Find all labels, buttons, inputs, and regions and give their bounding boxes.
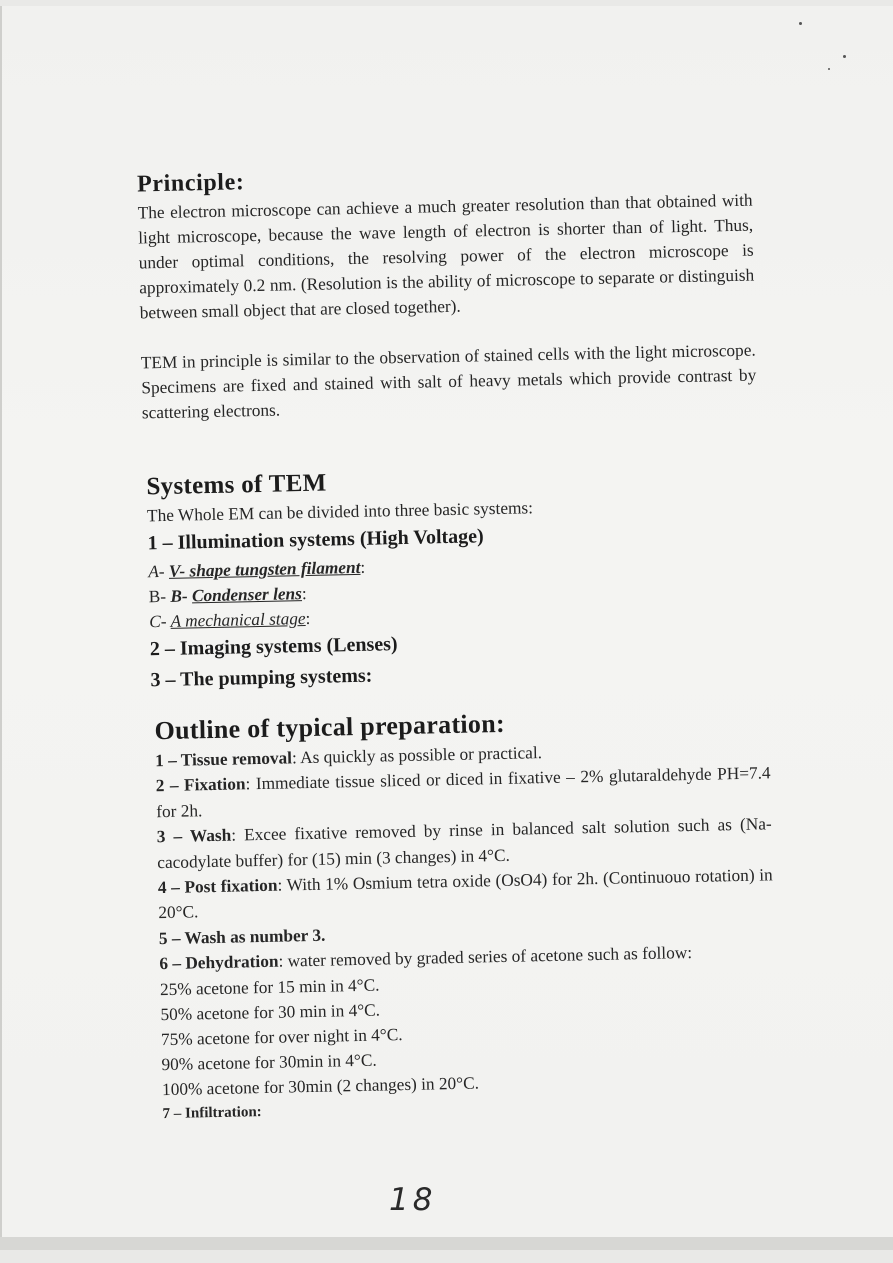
system-3-pumping: 3 – The pumping systems: xyxy=(150,664,373,692)
step-4-text: : With 1% Osmium tetra oxide (OsO4) for 2h. (Continuouo rotation) in 20°C. xyxy=(158,865,773,923)
systems-heading: Systems of TEM xyxy=(146,469,327,501)
step-7-infiltration: 7 – Infiltration: xyxy=(162,1103,262,1122)
acetone-step: 75% acetone for over night in 4°C. xyxy=(160,1024,403,1049)
item-b-label: Condenser lens xyxy=(191,584,303,606)
acetone-step: 100% acetone for 30min (2 changes) in 20°C. xyxy=(161,1073,480,1099)
item-c-colon: : xyxy=(305,608,311,629)
principle-heading: Principle: xyxy=(136,169,245,198)
document-page xyxy=(0,6,893,1250)
system-1-illumination: 1 – Illumination systems (High Voltage) xyxy=(147,525,484,555)
step-1-label: 1 – Tissue removal xyxy=(154,748,293,771)
outline-heading: Outline of typical preparation: xyxy=(154,708,506,746)
step-5-wash: 5 – Wash as number 3. xyxy=(158,925,326,949)
page-bottom-edge xyxy=(0,1237,893,1250)
step-6-text: : water removed by graded series of acetone such as follow: xyxy=(278,943,693,971)
systems-section xyxy=(146,460,766,696)
outline-section xyxy=(154,703,777,1126)
item-a-prefix: A- xyxy=(148,561,170,582)
item-c-prefix: C- xyxy=(149,611,171,632)
item-c-label: A mechanical stage xyxy=(170,609,306,631)
acetone-step: 50% acetone for 30 min in 4°C. xyxy=(160,1000,381,1024)
step-3-label: 3 – Wash xyxy=(156,825,232,847)
item-a-label: V- shape tungsten filament xyxy=(168,557,361,581)
system-2-imaging: 2 – Imaging systems (Lenses) xyxy=(149,633,398,661)
step-2-label: 2 – Fixation xyxy=(155,774,246,796)
principle-paragraph-2: TEM in principle is similar to the observation of stained cells with the light microscope. Specimens are fixed and stained with salt of heavy metals which provide contrast by scattering electrons. xyxy=(140,340,757,423)
item-b-colon: : xyxy=(301,584,307,604)
systems-intro: The Whole EM can be divided into three basic systems: xyxy=(146,498,534,526)
principle-paragraph-1: The electron microscope can achieve a much greater resolution than that obtained with light microscope, because the wave length of electron is shorter than of light. Thus, under optimal conditions, the resolving power of the electron microscope is approximately 0.2 nm. (Resolution is the ability of microscope to separate or distinguish between small object that are closed together). xyxy=(137,190,755,323)
item-a-colon: : xyxy=(360,557,366,577)
page-number: 18 xyxy=(389,1182,437,1218)
page-content xyxy=(0,6,893,1250)
step-3-text: : Excee fixative removed by rinse in balanced salt solution such as (Na-cacodylate buffer) for (15) min (3 changes) in 4°C. xyxy=(157,814,772,872)
step-4-label: 4 – Post fixation xyxy=(157,875,278,898)
acetone-step: 25% acetone for 15 min in 4°C. xyxy=(159,975,380,999)
item-b-bold-prefix: B- xyxy=(170,586,193,606)
principle-section xyxy=(137,159,757,426)
step-1-text: : As quickly as possible or practical. xyxy=(291,743,543,768)
step-2-text: : Immediate tissue sliced or diced in fixative – 2% glutaraldehyde PH=7.4 for 2h. xyxy=(156,763,771,822)
item-b-prefix: B- xyxy=(148,586,171,607)
acetone-step: 90% acetone for 30min in 4°C. xyxy=(161,1050,377,1074)
step-6-label: 6 – Dehydration xyxy=(159,951,279,974)
